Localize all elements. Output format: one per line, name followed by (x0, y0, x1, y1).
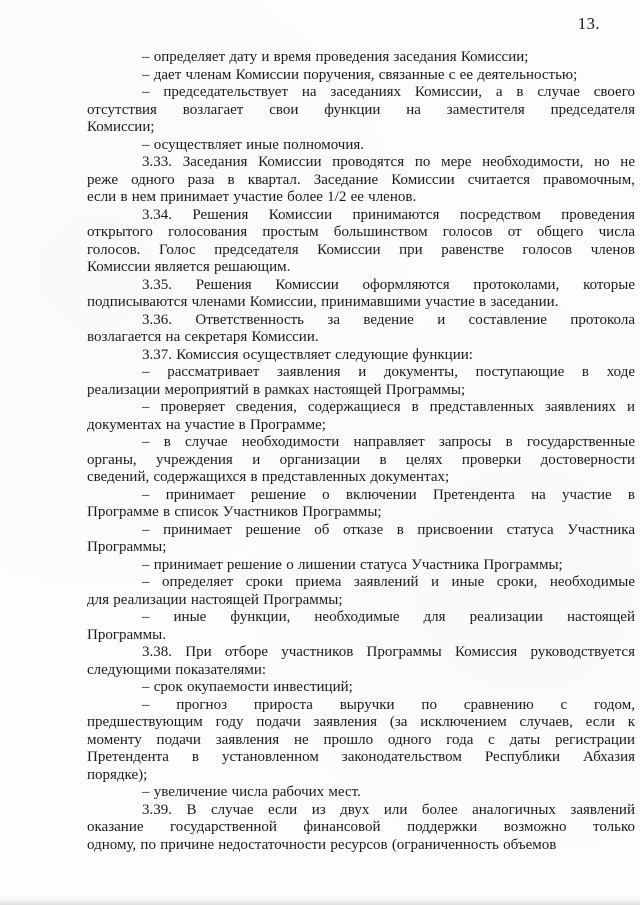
text-line: – принимает решение о включении Претендента на участие в (142, 486, 635, 503)
paragraph (87, 312, 635, 347)
text-line: одному, по причине недостаточности ресурсов (ограниченность объемов (87, 836, 557, 853)
text-line: – определяет дату и время проведения заседания Комиссии; (142, 49, 529, 65)
document-body (87, 49, 635, 854)
paragraph (87, 522, 635, 557)
text-line: 3.33. Заседания Комиссии проводятся по мере необходимости, но не (142, 154, 635, 170)
text-line: – иные функции, необходимые для реализации настоящей (142, 609, 635, 625)
text-line: – дает членам Комиссии поручения, связанные с ее деятельностью; (142, 66, 578, 83)
text-line: следующими показателями: (87, 661, 267, 678)
text-line: Программы; (87, 539, 167, 555)
text-line: Претендента в установленном законодательством Республики Абхазия (87, 749, 635, 765)
text-line: оказание государственной финансовой поддержки возможно только (87, 819, 635, 835)
text-line: порядке); (87, 766, 148, 783)
text-line: органы, учреждения и организации в целях проверки достоверности (87, 451, 635, 468)
text-line: – осуществляет иные полномочия. (142, 136, 365, 153)
paragraph (87, 84, 635, 137)
text-line: 3.35. Решения Комиссии оформляются протоколами, которые (142, 276, 635, 293)
text-line: моменту подачи заявления не прошло одного года с даты регистрации (87, 731, 635, 748)
text-line: документах на участие в Программе; (87, 416, 326, 433)
paragraph (87, 679, 635, 697)
text-line: для реализации настоящей Программы; (87, 591, 343, 608)
paragraph (87, 154, 635, 207)
text-line: 3.39. В случае если из двух или более аналогичных заявлений (142, 801, 635, 818)
paragraph (87, 364, 635, 399)
text-line: подписываются членами Комиссии, принимавшими участие в заседании. (87, 294, 559, 310)
paragraph (87, 49, 635, 67)
text-line: – в случае необходимости направляет запросы в государственные (142, 434, 635, 450)
text-line: Программе в список Участников Программы; (87, 504, 382, 520)
paragraph (87, 697, 635, 785)
text-line: – принимает решение о лишении статуса Участника Программы; (142, 556, 563, 573)
paragraph (87, 802, 635, 855)
paragraph (87, 644, 635, 679)
text-line: Комиссии; (87, 119, 155, 135)
paragraph (87, 557, 635, 575)
paragraph (87, 574, 635, 609)
paragraph (87, 207, 635, 277)
text-line: 3.38. При отборе участников Программы Комиссия руководствуется (142, 644, 635, 660)
text-line: 3.37. Комиссия осуществляет следующие функции: (142, 346, 473, 363)
text-line: 3.34. Решения Комиссии принимаются посредством проведения (142, 206, 635, 223)
paragraph (87, 67, 635, 85)
paragraph (87, 434, 635, 487)
text-line: возлагается на секретаря Комиссии. (87, 329, 319, 345)
text-line: – принимает решение об отказе в присвоении статуса Участника (142, 521, 635, 538)
text-line: предшествующим году подачи заявления (за исключением случаев, если к (87, 714, 635, 730)
text-line: Комиссии является решающим. (87, 259, 291, 275)
text-line: если в нем принимает участие более 1/2 ее членов. (87, 189, 417, 205)
text-line: – определяет сроки приема заявлений и иные сроки, необходимые (142, 574, 635, 590)
paragraph (87, 399, 635, 434)
page-number: 13. (577, 14, 600, 33)
text-line: реализации мероприятий в рамках настоящей Программы; (87, 381, 466, 398)
text-line: реже одного раза в квартал. Заседание Комиссии считается правомочным, (87, 171, 635, 188)
text-line: – рассматривает заявления и документы, поступающие в ходе (142, 364, 635, 380)
paragraph (87, 609, 635, 644)
text-line: – увеличение числа рабочих мест. (142, 784, 361, 800)
paragraph (87, 347, 635, 365)
text-line: открытого голосования простым большинством голосов от общего числа (87, 224, 635, 240)
paragraph (87, 487, 635, 522)
text-line: – председательствует на заседаниях Комиссии, а в случае своего (142, 84, 635, 100)
paragraph (87, 137, 635, 155)
text-line: отсутствия возлагает свои функции на заместителя председателя (87, 101, 635, 118)
text-line: Программы. (87, 626, 166, 643)
paragraph (87, 277, 635, 312)
text-line: 3.36. Ответственность за ведение и составление протокола (142, 311, 635, 328)
text-line: сведений, содержащихся в представленных документах; (87, 469, 450, 485)
text-line: – прогноз прироста выручки по сравнению с годом, (142, 696, 635, 713)
text-line: – проверяет сведения, содержащиеся в представленных заявлениях и (142, 399, 635, 415)
text-line: – срок окупаемости инвестиций; (142, 679, 353, 695)
text-line: голосов. Голос председателя Комиссии при равенстве голосов членов (87, 241, 635, 258)
paragraph (87, 784, 635, 802)
